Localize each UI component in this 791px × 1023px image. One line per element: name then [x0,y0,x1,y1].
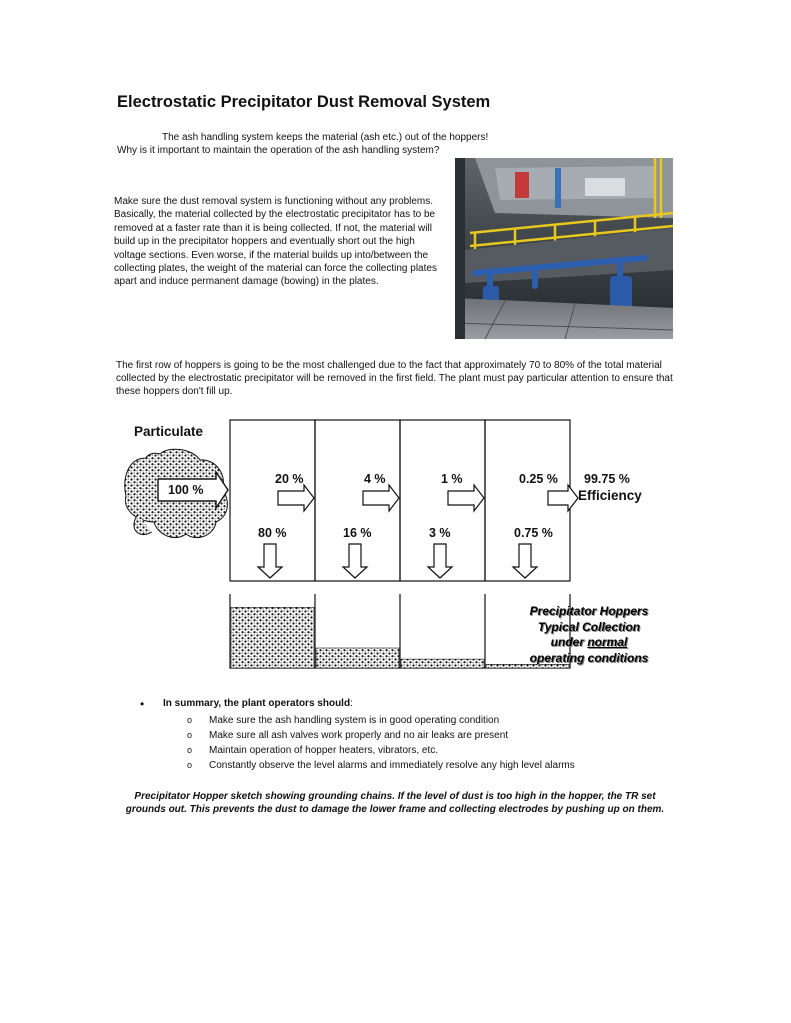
page-title: Electrostatic Precipitator Dust Removal System [117,93,491,111]
collect-arrow-4 [513,544,537,578]
hopper-caption-line-2: Typical Collection [537,619,641,634]
circle-bullet-icon: o [187,715,193,725]
pass-arrow-2 [363,485,399,511]
hopper-sketch-caption: Precipitator Hopper sketch showing grounding chains. If the level of dust is too high in the hopper, the TR set grounds out. This prevents the dust to damage the lower frame and collecting electrodes by pushing up on them. [125,791,665,816]
dust-removal-text: Make sure the dust removal system is functioning without any problems. Basically, the material collected by the electrostatic precipitator has to be removed at a faster rate than it is being collected. If not, the material will build up in the precipitator hoppers and eventually short out the high voltage sections. Even worse, if the material builds up into/between the collecting plates, the weight of the material can force the collecting plates apart and induce permanent damage (bowing) in the plates. [114,196,437,288]
hopper-caption-line-1: Precipitator Hoppers [529,604,649,618]
pass-label-3: 1 % [441,472,463,486]
particulate-label: Particulate [134,424,204,439]
efficiency-label: Efficiency [578,488,642,503]
collected-label-1: 80 % [258,526,287,540]
hopper-collection-diagram [118,418,678,673]
summary-list [140,713,575,773]
list-item-text: Make sure the ash handling system is in good operating condition [209,715,500,726]
hopper-caption-line-4: operating conditions [529,650,649,665]
bullet-icon: • [140,697,145,711]
hopper-caption-line-3 [514,635,664,651]
hopper-caption-normal: normal [587,635,628,649]
hopper-fill-3 [401,659,484,668]
hopper-fill-1 [231,607,314,668]
first-row-paragraph: The first row of hoppers is going to be the most challenged due to the fact that approximately 70 to 80% of the total material collected by the electrostatic precipitator will be removed in the first field. The plant must pay particular attention to ensure that these hoppers don't fill up. [116,360,673,398]
summary-lead [140,698,575,709]
hopper-caption [514,604,664,666]
pass-label-4: 0.25 % [519,472,558,486]
hopper-caption-under-prefix: under [550,635,588,649]
collect-arrow-1 [258,544,282,578]
outlet-percent: 99.75 % [584,472,630,486]
list-item [140,758,575,773]
intro-line-2: Why is it important to maintain the operation of the ash handling system? [117,145,440,156]
pass-arrow-4 [548,485,578,511]
circle-bullet-icon: o [187,760,193,770]
collected-label-2: 16 % [343,526,372,540]
inlet-percent: 100 % [168,483,204,497]
list-item [140,743,575,758]
collected-label-4: 0.75 % [514,526,553,540]
summary-lead-colon: : [350,698,353,709]
intro-line-1: The ash handling system keeps the material (ash etc.) out of the hoppers! [162,132,489,143]
collect-arrow-3 [428,544,452,578]
hopper-fill-2 [316,648,399,668]
summary-section [140,698,575,773]
pass-label-2: 4 % [364,472,386,486]
circle-bullet-icon: o [187,730,193,740]
pass-arrow-1 [278,485,314,511]
list-item [140,713,575,728]
pass-label-1: 20 % [275,472,304,486]
list-item-text: Maintain operation of hopper heaters, vibrators, etc. [209,745,439,756]
circle-bullet-icon: o [187,745,193,755]
list-item-text: Constantly observe the level alarms and immediately resolve any high level alarms [209,760,575,771]
list-item [140,728,575,743]
pass-arrow-3 [448,485,484,511]
collect-arrow-2 [343,544,367,578]
precipitator-photo [455,158,673,339]
dust-removal-paragraph [114,195,449,289]
list-item-text: Make sure all ash valves work properly and no air leaks are present [209,730,509,741]
summary-lead-text: In summary, the plant operators should [163,698,351,709]
collected-label-3: 3 % [429,526,451,540]
